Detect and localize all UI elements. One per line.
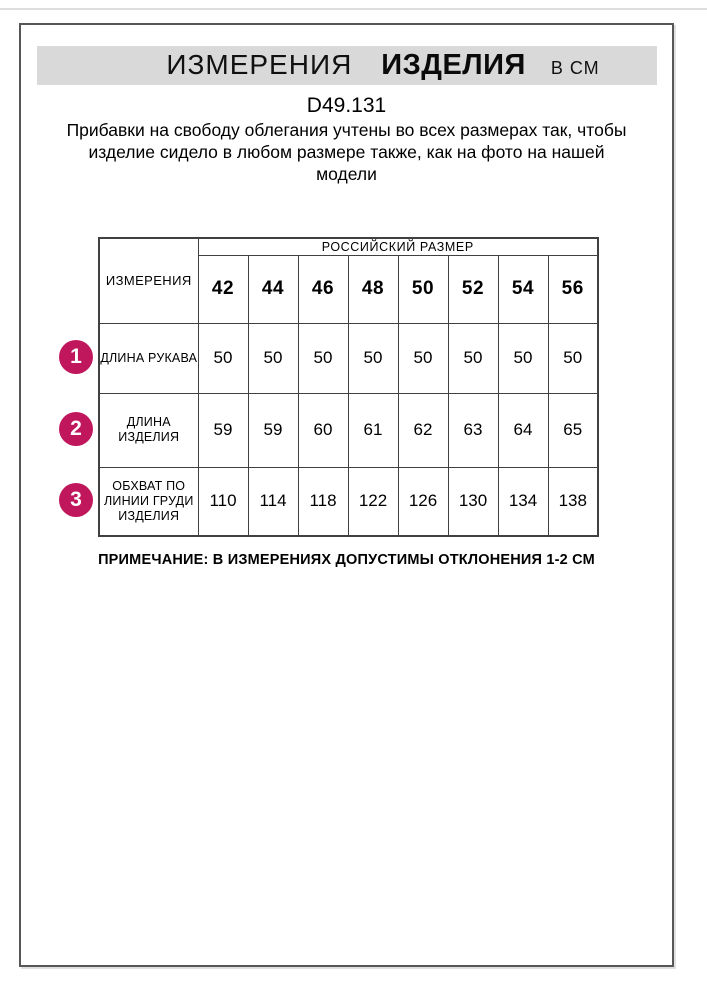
- row-marker-2: 2: [59, 412, 93, 446]
- title-word-measurements: ИЗМЕРЕНИЯ: [166, 49, 353, 80]
- value-cell: 50: [548, 323, 598, 393]
- top-hairline: [0, 8, 707, 10]
- value-cell: 50: [298, 323, 348, 393]
- value-cell: 130: [448, 467, 498, 536]
- table-row-chest-girth: [99, 467, 598, 536]
- group-header-cell: РОССИЙСКИЙ РАЗМЕР: [198, 238, 598, 255]
- value-cell: 50: [398, 323, 448, 393]
- size-header-cell: 48: [348, 255, 398, 323]
- tolerance-note: ПРИМЕЧАНИЕ: В ИЗМЕРЕНИЯХ ДОПУСТИМЫ ОТКЛОНЕНИЯ 1-2 СМ: [98, 552, 595, 568]
- row-label-cell: ОБХВАТ ПО ЛИНИИ ГРУДИ ИЗДЕЛИЯ: [99, 467, 198, 536]
- corner-header-cell: ИЗМЕРЕНИЯ: [99, 238, 198, 323]
- fit-description: [21, 119, 672, 185]
- row-marker-3: 3: [59, 483, 93, 517]
- page-title: [166, 49, 599, 82]
- title-word-product: ИЗДЕЛИЯ: [381, 49, 526, 81]
- title-banner: [37, 46, 657, 85]
- row-label-cell: ДЛИНА ИЗДЕЛИЯ: [99, 393, 198, 467]
- value-cell: 50: [498, 323, 548, 393]
- size-header-cell: 54: [498, 255, 548, 323]
- value-cell: 122: [348, 467, 398, 536]
- size-header-cell: 44: [248, 255, 298, 323]
- value-cell: 64: [498, 393, 548, 467]
- size-header-cell: 42: [198, 255, 248, 323]
- value-cell: 60: [298, 393, 348, 467]
- size-header-cell: 50: [398, 255, 448, 323]
- size-header-cell: 52: [448, 255, 498, 323]
- sheet-border: [19, 23, 674, 967]
- measurements-table: [98, 237, 599, 537]
- table-row-sleeve-length: [99, 323, 598, 393]
- value-cell: 59: [248, 393, 298, 467]
- model-code: D49.131: [306, 94, 387, 117]
- value-cell: 134: [498, 467, 548, 536]
- row-label-cell: ДЛИНА РУКАВА: [99, 323, 198, 393]
- value-cell: 59: [198, 393, 248, 467]
- value-cell: 138: [548, 467, 598, 536]
- value-cell: 65: [548, 393, 598, 467]
- description-line: Прибавки на свободу облегания учтены во всех размерах так, чтобы: [66, 120, 627, 140]
- value-cell: 62: [398, 393, 448, 467]
- value-cell: 61: [348, 393, 398, 467]
- value-cell: 50: [248, 323, 298, 393]
- value-cell: 50: [448, 323, 498, 393]
- value-cell: 114: [248, 467, 298, 536]
- value-cell: 50: [198, 323, 248, 393]
- description-line: изделие сидело в любом размере также, как на фото на нашей: [88, 142, 605, 162]
- size-header-cell: 46: [298, 255, 348, 323]
- value-cell: 126: [398, 467, 448, 536]
- value-cell: 63: [448, 393, 498, 467]
- title-units: В СМ: [550, 58, 600, 78]
- value-cell: 50: [348, 323, 398, 393]
- description-line: модели: [316, 164, 377, 184]
- size-header-cell: 56: [548, 255, 598, 323]
- value-cell: 110: [198, 467, 248, 536]
- table-row-product-length: [99, 393, 598, 467]
- value-cell: 118: [298, 467, 348, 536]
- row-marker-1: 1: [59, 340, 93, 374]
